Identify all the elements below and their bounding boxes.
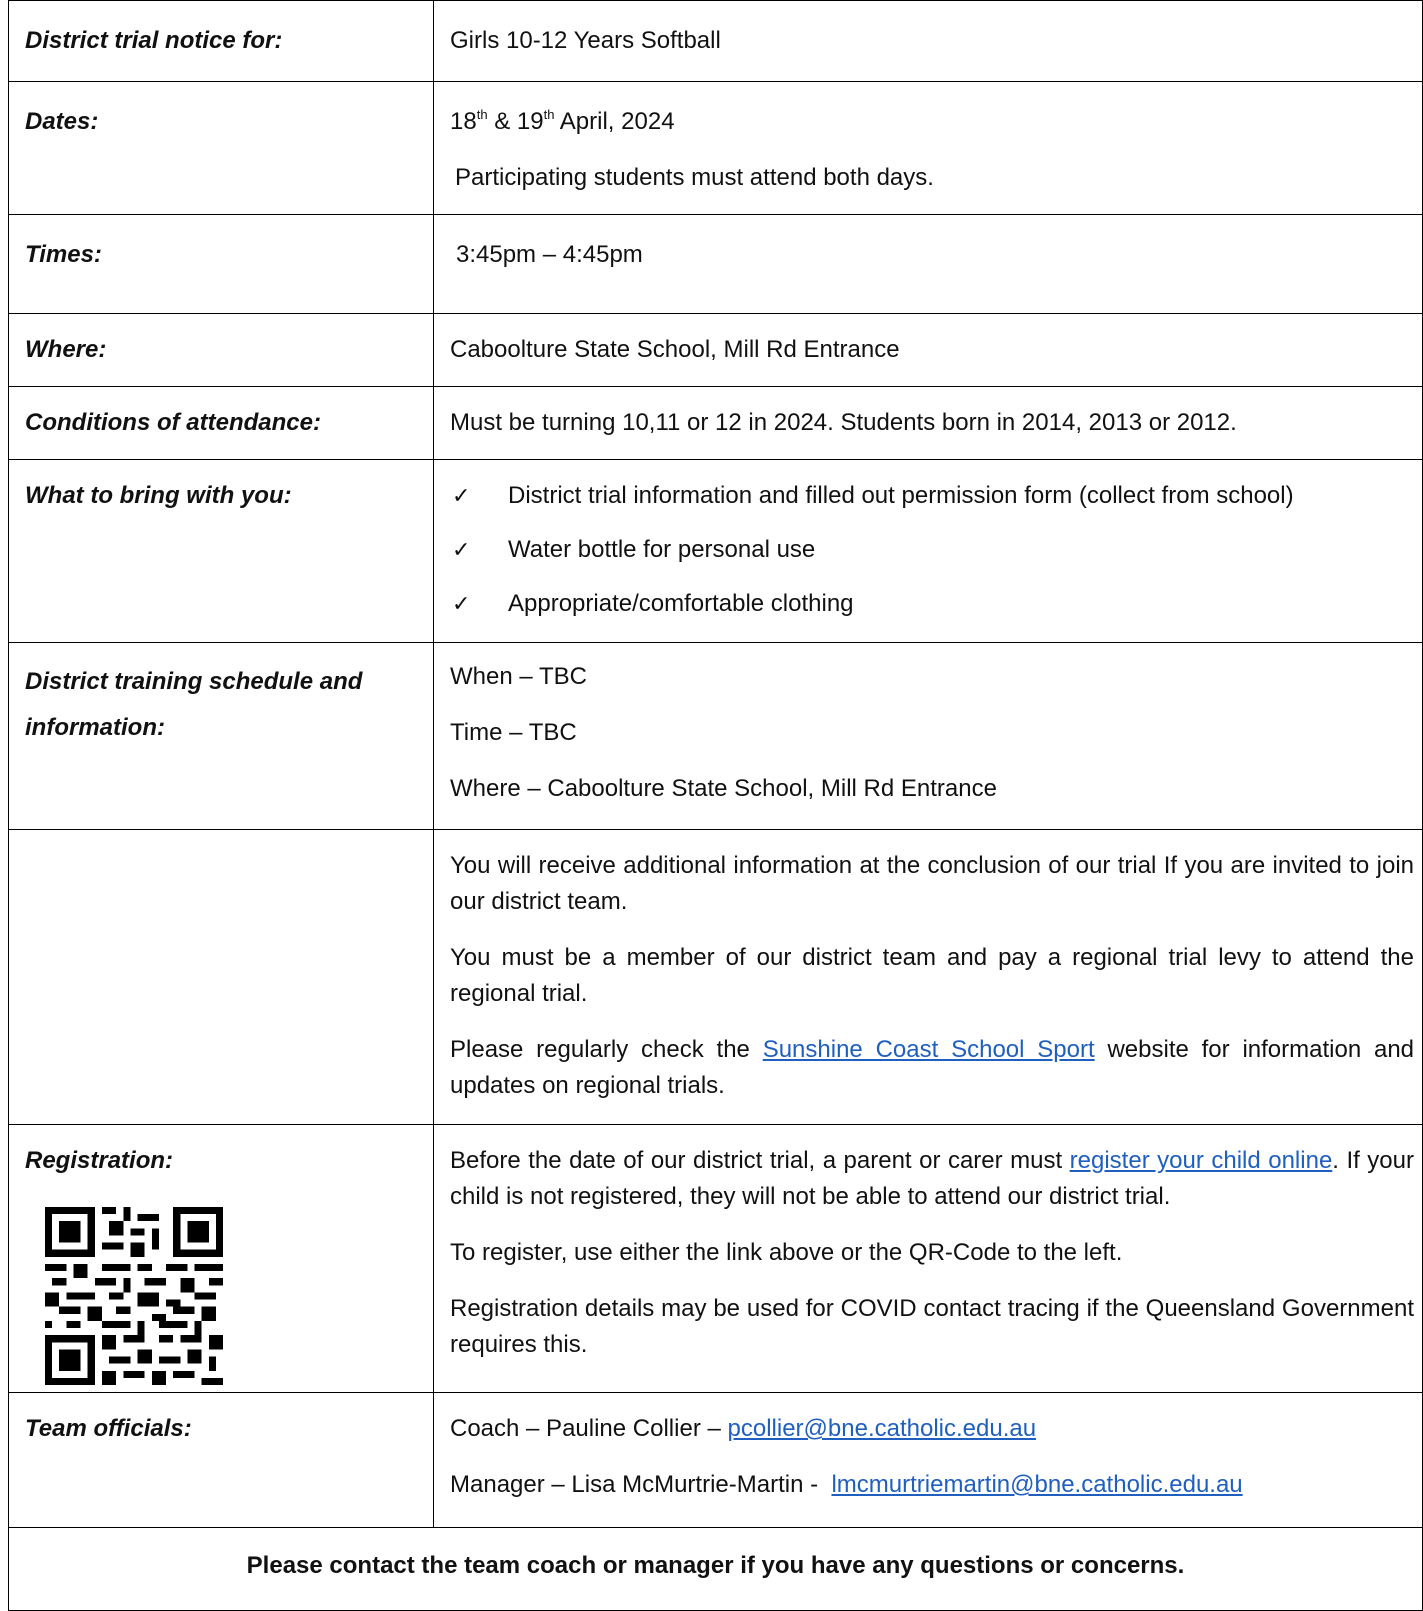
register-online-link[interactable]: register your child online — [1069, 1147, 1333, 1174]
footer-message: Please contact the team coach or manager if you have any questions or concerns. — [9, 1528, 1423, 1611]
manager-email-link[interactable]: lmcmurtriemartin@bne.catholic.edu.au — [831, 1471, 1243, 1498]
row-additional — [9, 830, 1423, 1125]
label-training: District training schedule and information: — [25, 668, 363, 741]
row-notice — [9, 1, 1423, 82]
label-conditions: Conditions of attendance: — [25, 409, 321, 436]
manager-line: Manager – Lisa McMurtrie-Martin - lmcmurtriemartin@bne.catholic.edu.au — [450, 1471, 1243, 1498]
qr-code-icon[interactable] — [45, 1207, 223, 1385]
label-registration: Registration: — [25, 1147, 174, 1174]
label-notice: District trial notice for: — [25, 27, 283, 54]
label-times: Times: — [25, 241, 102, 268]
row-where — [9, 314, 1423, 387]
checkmark-icon: ✓ — [452, 537, 471, 562]
row-registration — [9, 1125, 1423, 1393]
label-officials: Team officials: — [25, 1415, 192, 1442]
training-where: Where – Caboolture State School, Mill Rd Entrance — [450, 775, 997, 802]
row-bring — [9, 460, 1423, 643]
checkmark-icon: ✓ — [452, 483, 471, 508]
row-dates — [9, 82, 1423, 215]
dates-note: Participating students must attend both days. — [455, 164, 934, 191]
registration-info-3: Registration details may be used for COVID contact tracing if the Queensland Government requires this. — [450, 1295, 1414, 1358]
row-training — [9, 643, 1423, 830]
row-footer — [9, 1528, 1423, 1611]
checkmark-icon: ✓ — [452, 591, 471, 616]
bring-item: ✓ Appropriate/comfortable clothing — [450, 586, 1422, 622]
label-where: Where: — [25, 336, 107, 363]
label-bring: What to bring with you: — [25, 482, 292, 509]
additional-info-3: Please regularly check the Sunshine Coast School Sport website for information and updates on regional trials. — [450, 1036, 1415, 1099]
additional-info-1: You will receive additional information at the conclusion of our trial If you are invited to join our district team. — [450, 852, 1414, 915]
value-where: Caboolture State School, Mill Rd Entrance — [450, 336, 900, 363]
training-when: When – TBC — [450, 663, 587, 690]
label-dates: Dates: — [25, 108, 99, 135]
bring-item: ✓ Water bottle for personal use — [450, 532, 1422, 568]
row-officials — [9, 1393, 1423, 1528]
coach-email-link[interactable]: pcollier@bne.catholic.edu.au — [727, 1415, 1037, 1442]
value-dates: 18th & 19th April, 2024 — [450, 107, 675, 135]
coach-line: Coach – Pauline Collier – pcollier@bne.catholic.edu.au — [450, 1415, 1037, 1442]
sunshine-coast-school-sport-link[interactable]: Sunshine Coast School Sport — [762, 1036, 1095, 1063]
value-times: 3:45pm – 4:45pm — [456, 241, 643, 268]
row-times — [9, 215, 1423, 314]
bring-item: ✓ District trial information and filled out permission form (collect from school) — [450, 478, 1422, 514]
value-notice: Girls 10-12 Years Softball — [450, 27, 721, 54]
trial-notice-table — [8, 0, 1423, 1611]
registration-info-2: To register, use either the link above or the QR-Code to the left. — [450, 1239, 1123, 1266]
registration-info-1: Before the date of our district trial, a parent or carer must register your child online. If your child is not registered, they will not be able to attend our district trial. — [450, 1147, 1414, 1210]
training-time: Time – TBC — [450, 719, 577, 746]
value-conditions: Must be turning 10,11 or 12 in 2024. Students born in 2014, 2013 or 2012. — [450, 409, 1237, 436]
additional-info-2: You must be a member of our district team and pay a regional trial levy to attend the regional trial. — [450, 944, 1414, 1007]
row-conditions — [9, 387, 1423, 460]
